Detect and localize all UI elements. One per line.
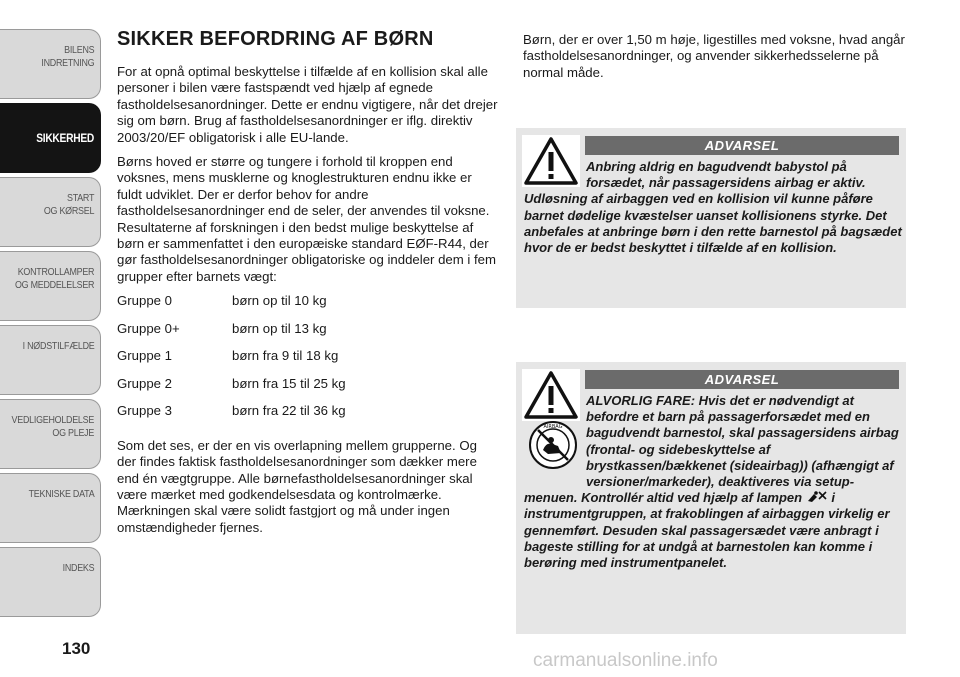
tab-sikkerhed[interactable] — [0, 103, 101, 173]
paragraph-standard: Børns hoved er større og tungere i forhold til kroppen end voksnes, mens musklerne og knoglestrukturen endnu ikke er fuldt udviklet. Der er derfor behov for andre fastholdelsesanordninger end de seler, der anvendes til voksne. Resultaterne af forskningen i den bedst mulige beskyttelse af børn er sammenfattet i den europæiske standard EØF-R44, der gør fastholdelsesanordninger obligatoriske og inddeler dem i fem grupper efter barnets vægt: — [117, 154, 496, 284]
tab-start-og-korsel[interactable] — [0, 177, 101, 247]
tab-vedligeholdelse[interactable] — [0, 399, 101, 469]
group-desc: børn op til 13 kg — [232, 320, 327, 336]
warning-text — [524, 393, 902, 571]
group-row — [117, 348, 499, 376]
group-name: Gruppe 2 — [117, 375, 172, 391]
group-row — [117, 321, 499, 349]
watermark-text: carmanualsonline.info — [533, 650, 718, 671]
paragraph-adults: Børn, der er over 1,50 m høje, ligestilles med voksne, hvad angår fastholdelsesanordninger, og anvender sikkerhedsselerne på normal måde. — [523, 32, 905, 80]
group-row — [117, 293, 499, 321]
tab-label: KONTROLLAMPER OG MEDDELELSER — [14, 266, 95, 291]
tab-label: I NØDSTILFÆLDE — [22, 340, 94, 352]
chapter-tabs — [0, 29, 101, 621]
warning-text-part2: i instrumentgruppen, at frakoblingen af airbaggen virkelig er gennemført. Desuden skal passagersædet være anbragt i bageste stilling for at undgå at barnestolen kan komme i berøring med instrumentpanelet. — [524, 490, 890, 571]
warning-text — [524, 159, 902, 256]
section-heading: SIKKER BEFORDRING AF BØRN — [117, 28, 434, 50]
paragraph-marking: Som det ses, er der en vis overlapning mellem grupperne. Og der findes faktisk fastholdelsesanordninger som dækker mere end én vægtgruppe. Alle børnefastholdelsesanordninger skal være mærket med godkendelsesdata og kontrolmærke. Mærkningen skal være solidt fastgjort og må under ingen omstændigheder fjernes. — [117, 437, 477, 535]
paragraph-intro: For at opnå optimal beskyttelse i tilfælde af en kollision skal alle personer i bilen være fastspændt ved hjælp af egnede fastholdelsesanordninger. Dette er endnu vigtigere, når det drejer sig om børn. Brug af fastholdelsesanordninger er iflg. direktiv 2003/20/EF obligatorisk i alle EU-lande. — [117, 64, 498, 145]
group-desc: børn fra 15 til 25 kg — [232, 375, 346, 391]
warning-box-babyseat — [516, 128, 906, 308]
airbag-icon-label: AIRBAG — [543, 424, 563, 430]
group-desc: børn fra 22 til 36 kg — [232, 403, 346, 419]
warning-text-body: Anbring aldrig en bagudvendt babystol på forsædet, når passagersidens airbag er aktiv. Udløsning af airbaggen ved en kollision vil kunne påføre barnet dødelige kvæstelser uanset kollisionens styrke. Det anbefales at anbringe børn i den rette barnestol på bagsædet hvor de er bedst beskyttet i tilfælde af en kollision. — [524, 159, 902, 256]
tab-indeks[interactable] — [0, 547, 101, 617]
weight-groups-list — [117, 293, 499, 431]
group-desc: børn fra 9 til 18 kg — [232, 348, 339, 364]
tab-label: BILENS INDRETNING — [41, 44, 94, 69]
group-row — [117, 403, 499, 431]
passenger-airbag-off-lamp-icon — [806, 490, 828, 503]
group-name: Gruppe 3 — [117, 403, 172, 419]
tab-label: INDEKS — [62, 562, 94, 574]
group-name: Gruppe 1 — [117, 348, 172, 364]
tab-label: START OG KØRSEL — [43, 192, 94, 217]
warning-text-part1: ALVORLIG FARE: Hvis det er nødvendigt at befordre et barn på passagerforsædet med en bagudvendt barnestol, skal passagersidens airbag (frontal- og sidebeskyttelse af brystkassen/bækkenet (sideairbag)) (afhængigt af versioner/markeder), deaktiveres via setup-menuen. Kontrollér altid ved hjælp af lampen — [524, 393, 899, 506]
left-column — [117, 28, 499, 544]
group-name: Gruppe 0 — [117, 293, 172, 309]
warning-title: ADVARSEL — [585, 136, 899, 155]
group-desc: børn op til 10 kg — [232, 293, 327, 309]
tab-i-nodstilfaelde[interactable] — [0, 325, 101, 395]
warning-box-airbag — [516, 362, 906, 634]
right-column — [523, 32, 905, 81]
tab-label: TEKNISKE DATA — [28, 488, 94, 500]
warning-title: ADVARSEL — [585, 370, 899, 389]
tab-tekniske-data[interactable] — [0, 473, 101, 543]
tab-bilens-indretning[interactable] — [0, 29, 101, 99]
tab-kontrollamper[interactable] — [0, 251, 101, 321]
tab-label: VEDLIGEHOLDELSE OG PLEJE — [11, 414, 94, 439]
group-name: Gruppe 0+ — [117, 320, 180, 336]
page-number: 130 — [62, 639, 91, 658]
group-row — [117, 376, 499, 404]
tab-label: SIKKERHED — [36, 130, 94, 145]
